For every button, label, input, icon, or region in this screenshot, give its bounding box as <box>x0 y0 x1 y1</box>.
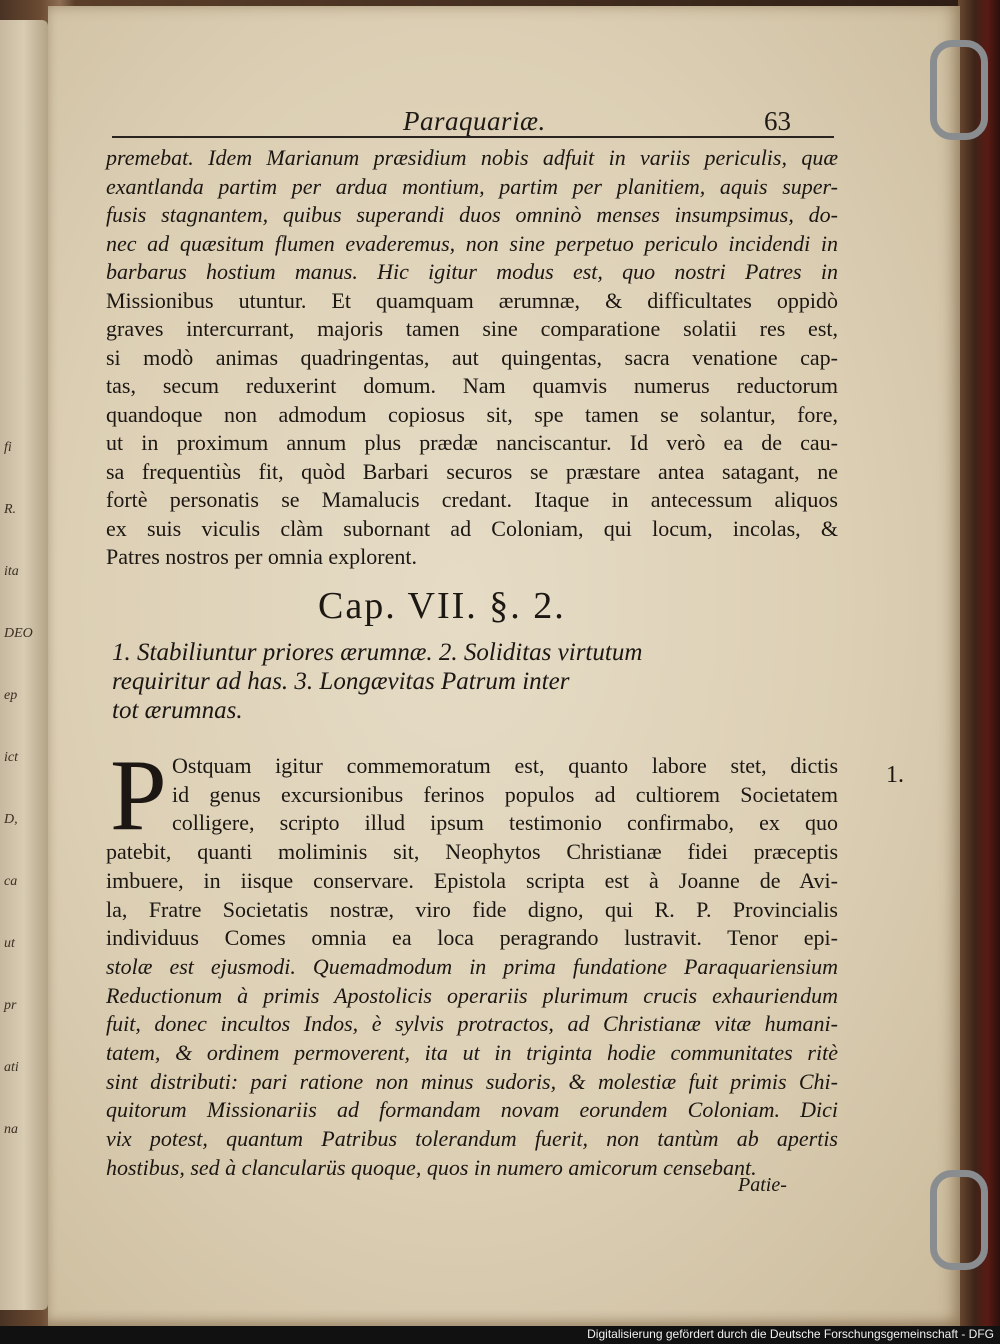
facing-page-fragment: fi <box>4 440 12 455</box>
paragraph-line-6: la, Fratre Societatis nostræ, viro fide digno, qui R. P. Provincialis <box>106 896 838 922</box>
facing-page-fragment: na <box>4 1122 18 1137</box>
paragraph-line-13: quitorum Missionariis ad formandam novam eorundem Coloniam. Dici <box>106 1097 838 1123</box>
body-line-11: ut in proximum annum plus prædæ nanciscantur. Id verò ea de cau- <box>106 430 838 455</box>
summary-line-1: 1. Stabiliuntur priores ærumnæ. 2. Soliditas virtutum <box>112 639 643 666</box>
summary-line-2: requiritur ad has. 3. Longævitas Patrum inter <box>112 668 570 695</box>
paragraph-line-14: vix potest, quantum Patribus tolerandum fuerit, non tantùm ab apertis <box>106 1126 838 1152</box>
body-line-8: si modò animas quadringentas, aut quingentas, sacra venatione cap- <box>106 344 838 370</box>
body-line-4: nec ad quæsitum flumen evaderemus, non sine perpetuo periculo incidendi in <box>106 230 838 256</box>
book-page <box>48 6 960 1326</box>
running-title: Paraquariæ. <box>403 106 546 136</box>
body-line-6: Missionibus utuntur. Et quamquam ærumnæ, & difficultates oppidò <box>106 287 838 313</box>
body-line-2: exantlanda partim per ardua montium, partim per planitiem, aquis super- <box>106 173 838 199</box>
paragraph-line-1: Ostquam igitur commemoratum est, quanto labore stet, dictis <box>172 753 838 778</box>
chapter-title: Cap. VII. §. 2. <box>318 585 566 627</box>
facing-page-fragment: pr <box>4 998 17 1013</box>
summary-line-3: tot ærumnas. <box>112 697 243 724</box>
drop-cap: P <box>110 739 167 852</box>
paragraph-line-8: stolæ est ejusmodi. Quemadmodum in prima fundatione Paraquariensium <box>106 953 838 979</box>
page-clip-top <box>930 40 988 140</box>
body-line-13: fortè personatis se Mamalucis credant. Itaque in antecessum aliquos <box>106 487 838 512</box>
margin-number: 1. <box>886 762 904 788</box>
paragraph-line-12: sint distributi: pari ratione non minus sudoris, & molestiæ fuit primis Chi- <box>106 1068 838 1094</box>
facing-page-fragment: ita <box>4 564 19 579</box>
header-rule <box>112 136 834 138</box>
facing-page-fragment: D, <box>4 812 18 827</box>
paragraph-line-15: hostibus, sed à clancularüs quoque, quos in numero amicorum censebant. <box>106 1154 757 1180</box>
body-line-7: graves intercurrant, majoris tamen sine comparatione solatii res est, <box>106 316 838 341</box>
footer-credit: Digitalisierung gefördert durch die Deutsche Forschungsgemeinschaft - DFG <box>587 1327 994 1341</box>
body-line-10: quandoque non admodum copiosus sit, spe tamen se solantur, fore, <box>106 401 838 427</box>
facing-page-fragment: ca <box>4 874 18 889</box>
paragraph-line-10: fuit, donec incultos Indos, è sylvis protractos, ad Christianæ vitæ humani- <box>106 1011 838 1037</box>
body-line-1: premebat. Idem Marianum præsidium nobis adfuit in variis periculis, quæ <box>106 145 838 170</box>
facing-page-edge <box>0 20 48 1310</box>
paragraph-line-9: Reductionum à primis Apostolicis operariis plurimum crucis exhauriendum <box>106 982 838 1008</box>
paragraph-line-2: id genus excursionibus ferinos populos ad cultiorem Societatem <box>172 781 838 807</box>
page-number: 63 <box>764 106 791 136</box>
paragraph-line-4: patebit, quanti moliminis sit, Neophytos Christianæ fidei præceptis <box>106 839 838 865</box>
body-line-12: sa frequentiùs fit, quòd Barbari securos se præstare antea satagant, ne <box>106 458 838 484</box>
body-text-block <box>106 144 838 572</box>
paragraph-line-3: colligere, scripto illud ipsum testimonio confirmabo, ex quo <box>172 810 838 836</box>
body-line-3: fusis stagnantem, quibus superandi duos omninò menses insumpsimus, do- <box>106 202 838 227</box>
page-clip-bottom <box>930 1170 988 1270</box>
body-line-14: ex suis viculis clàm subornant ad Coloniam, qui locum, incolas, & <box>106 515 838 541</box>
facing-page-fragment: DEO <box>4 626 33 641</box>
facing-page-fragment: ati <box>4 1060 19 1075</box>
paragraph-text <box>106 752 838 1183</box>
paragraph-line-5: imbuere, in iisque conservare. Epistola scripta est à Joanne de Avi- <box>106 867 838 893</box>
book-binding <box>958 0 1000 1344</box>
body-line-15: Patres nostros per omnia explorent. <box>106 544 417 569</box>
paragraph-line-7: individuus Comes omnia ea loca peragrando lustravit. Tenor epi- <box>106 925 838 951</box>
chapter-summary <box>112 638 836 725</box>
body-line-5: barbarus hostium manus. Hic igitur modus est, quo nostri Patres in <box>106 259 838 284</box>
facing-page-fragment: ep <box>4 688 18 703</box>
page-header <box>148 106 838 140</box>
body-line-9: tas, secum reduxerint domum. Nam quamvis numerus reductorum <box>106 373 838 398</box>
facing-page-fragment: ict <box>4 750 18 765</box>
facing-page-fragment: R. <box>4 502 17 517</box>
paragraph-line-11: tatem, & ordinem permoverent, ita ut in triginta hodie communitates ritè <box>106 1040 838 1066</box>
catchword: Patie- <box>738 1174 787 1196</box>
facing-page-fragment: ut <box>4 936 15 951</box>
